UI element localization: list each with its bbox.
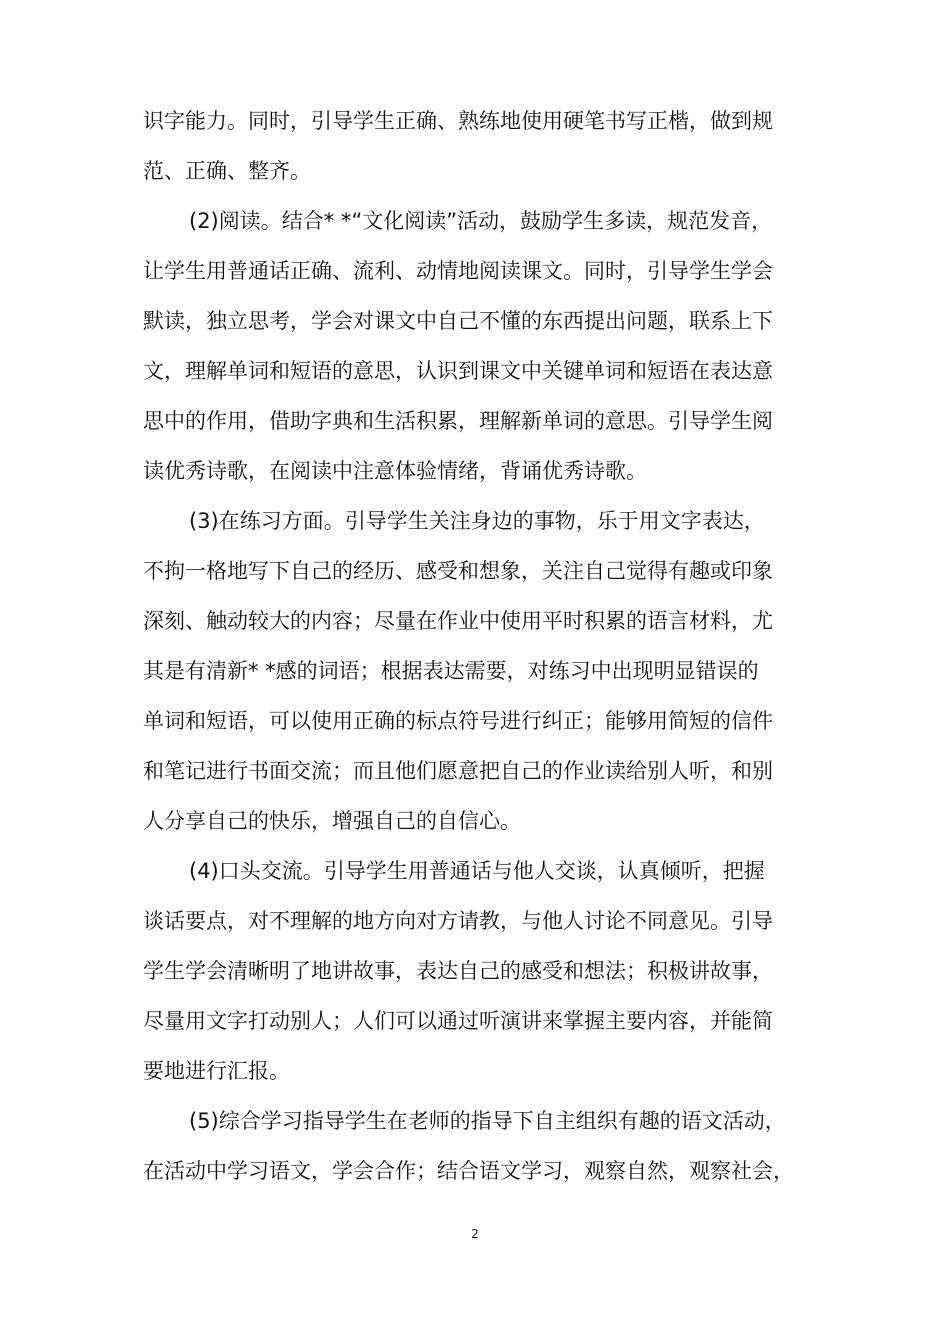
text-line: 人分享自己的快乐，增强自己的自信心。	[143, 809, 521, 833]
text-line: 深刻、触动较大的内容；尽量在作业中使用平时积累的语言材料，尤	[143, 609, 773, 633]
text-line: 识字能力。同时，引导学生正确、熟练地使用硬笔书写正楷，做到规	[143, 109, 773, 133]
text-line: 不拘一格地写下自己的经历、感受和想象，关注自己觉得有趣或印象	[143, 559, 773, 583]
text-line: 思中的作用，借助字典和生活积累，理解新单词的意思。引导学生阅	[143, 409, 773, 433]
text-line: (5)综合学习指导学生在老师的指导下自主组织有趣的语文活动，	[189, 1109, 786, 1133]
text-line: 学生学会清晰明了地讲故事，表达自己的感受和想法；积极讲故事，	[143, 959, 773, 983]
text-line: (2)阅读。结合* *“文化阅读”活动，鼓励学生多读，规范发音，	[189, 209, 773, 233]
text-line: 默读，独立思考，学会对课文中自己不懂的东西提出问题，联系上下	[143, 309, 773, 333]
text-line: 尽量用文字打动别人；人们可以通过听演讲来掌握主要内容，并能简	[143, 1009, 773, 1033]
text-line: 让学生用普通话正确、流利、动情地阅读课文。同时，引导学生学会	[143, 259, 773, 283]
text-line: 其是有清新* *感的词语；根据表达需要，对练习中出现明显错误的	[143, 659, 759, 683]
text-line: 文，理解单词和短语的意思，认识到课文中关键单词和短语在表达意	[143, 359, 773, 383]
text-line: 要地进行汇报。	[143, 1059, 290, 1083]
text-line: 单词和短语，可以使用正确的标点符号进行纠正；能够用简短的信件	[143, 709, 773, 733]
page-number: 2	[471, 1227, 479, 1241]
text-line: 读优秀诗歌，在阅读中注意体验情绪，背诵优秀诗歌。	[143, 459, 647, 483]
text-line: 在活动中学习语文，学会合作；结合语文学习，观察自然，观察社会，	[143, 1159, 794, 1183]
text-line: (3)在练习方面。引导学生关注身边的事物，乐于用文字表达，	[189, 509, 765, 533]
text-line: 范、正确、整齐。	[143, 159, 311, 183]
text-line: 谈话要点，对不理解的地方向对方请教，与他人讨论不同意见。引导	[143, 909, 773, 933]
text-line: 和笔记进行书面交流；而且他们愿意把自己的作业读给别人听，和别	[143, 759, 773, 783]
text-line: (4)口头交流。引导学生用普通话与他人交谈，认真倾听，把握	[189, 859, 765, 883]
